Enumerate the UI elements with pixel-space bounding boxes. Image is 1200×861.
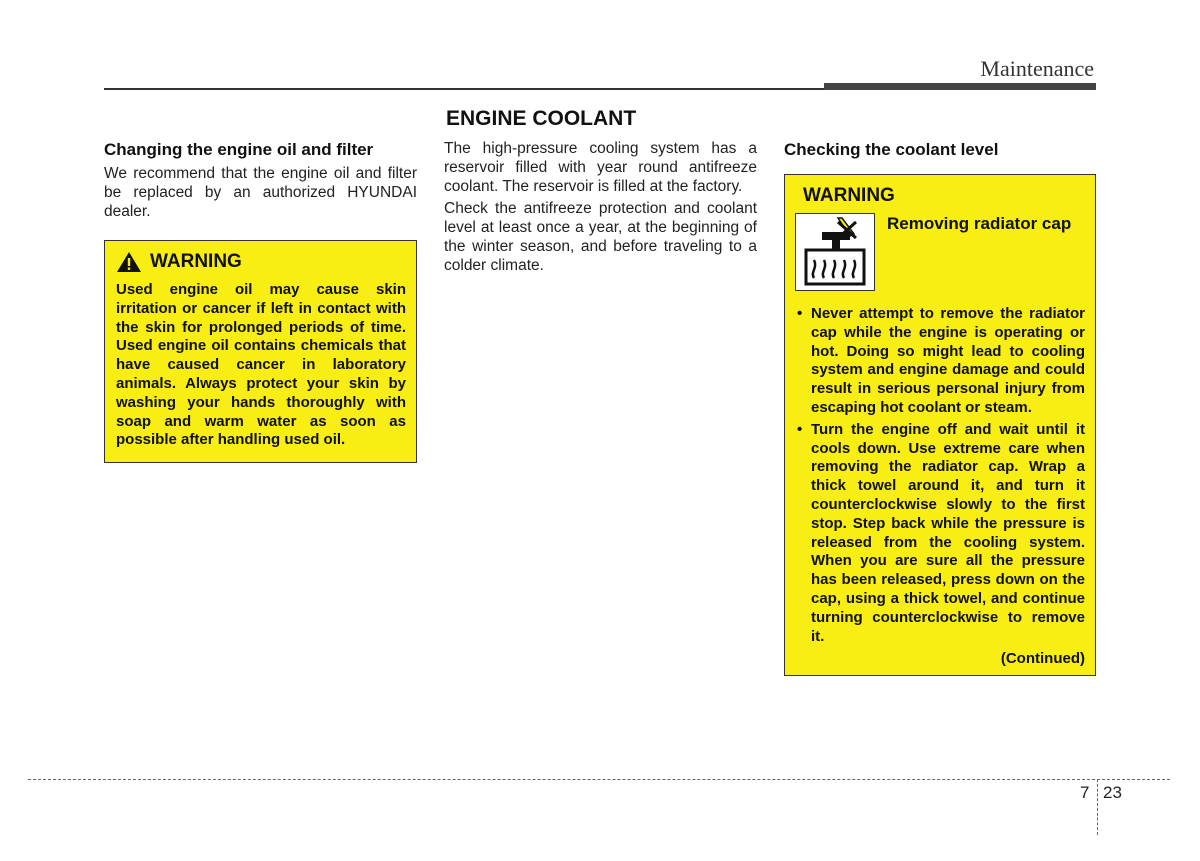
- chapter-title: Maintenance: [980, 56, 1094, 81]
- header-rule: [104, 88, 824, 90]
- coolant-level-heading: Checking the coolant level: [784, 140, 999, 159]
- oil-warning-text: Used engine oil may cause skin irritation or cancer if left in contact with the skin for prolonged periods of time. Used engine oil contains chemicals that have caused cancer in laboratory animals. Always protect your skin by washing your hands thoroughly with soap and warm water as soon as possible after handling used oil.: [116, 281, 406, 449]
- warning-left: [795, 185, 895, 291]
- column-middle: [444, 139, 757, 275]
- footer-divider: [1097, 779, 1098, 835]
- warning-bullet: • Turn the engine off and wait until it cools down. Use extreme care when removing the radiator cap. Wrap a thick towel around it, and turn it counterclockwise slowly to the first stop. Step back while the pressure is released from the cooling system. When you are sure all the pressure has been released, press down on the cap, using a thick towel, and continue turning counterclockwise to remove it.: [795, 421, 1085, 647]
- warning-top-row: [795, 185, 1085, 291]
- oil-filter-body: We recommend that the engine oil and filter be replaced by an authorized HYUNDAI dealer.: [104, 165, 417, 220]
- header-rule-accent: [824, 83, 1096, 90]
- column-right: [784, 139, 1096, 676]
- warning-header: [795, 185, 895, 207]
- oil-filter-heading: Changing the engine oil and filter: [104, 140, 374, 159]
- coolant-paragraph-2: Check the antifreeze protection and coolant level at least once a year, at the beginning of the winter season, and before traveling to a colder climate.: [444, 200, 757, 274]
- continued-label: (Continued): [1000, 650, 1085, 668]
- oil-warning-box: [104, 240, 417, 463]
- radiator-cap-warning-icon: [795, 213, 875, 291]
- column-left: [104, 139, 417, 463]
- coolant-paragraph-1: The high-pressure cooling system has a reservoir filled with year round antifreeze coolant. The reservoir is filled at the factory.: [444, 140, 757, 195]
- warning-subtitle: Removing radiator cap: [887, 214, 1072, 233]
- warning-header: [116, 251, 406, 273]
- warning-bullet: • Never attempt to remove the radiator cap while the engine is operating or hot. Doing so might lead to cooling system and engine damage and could result in serious personal injury from escaping hot coolant or steam.: [795, 305, 1085, 418]
- page-chapter-number: 7: [1080, 783, 1090, 802]
- warning-title: WARNING: [803, 185, 895, 206]
- footer-rule: [28, 779, 1170, 780]
- radiator-warning-box: [784, 174, 1096, 676]
- warning-bullet-list: [795, 305, 1085, 646]
- page-number: 23: [1103, 783, 1122, 802]
- warning-title: WARNING: [150, 251, 242, 272]
- warning-triangle-icon: [116, 251, 142, 273]
- section-title: ENGINE COOLANT: [446, 107, 637, 130]
